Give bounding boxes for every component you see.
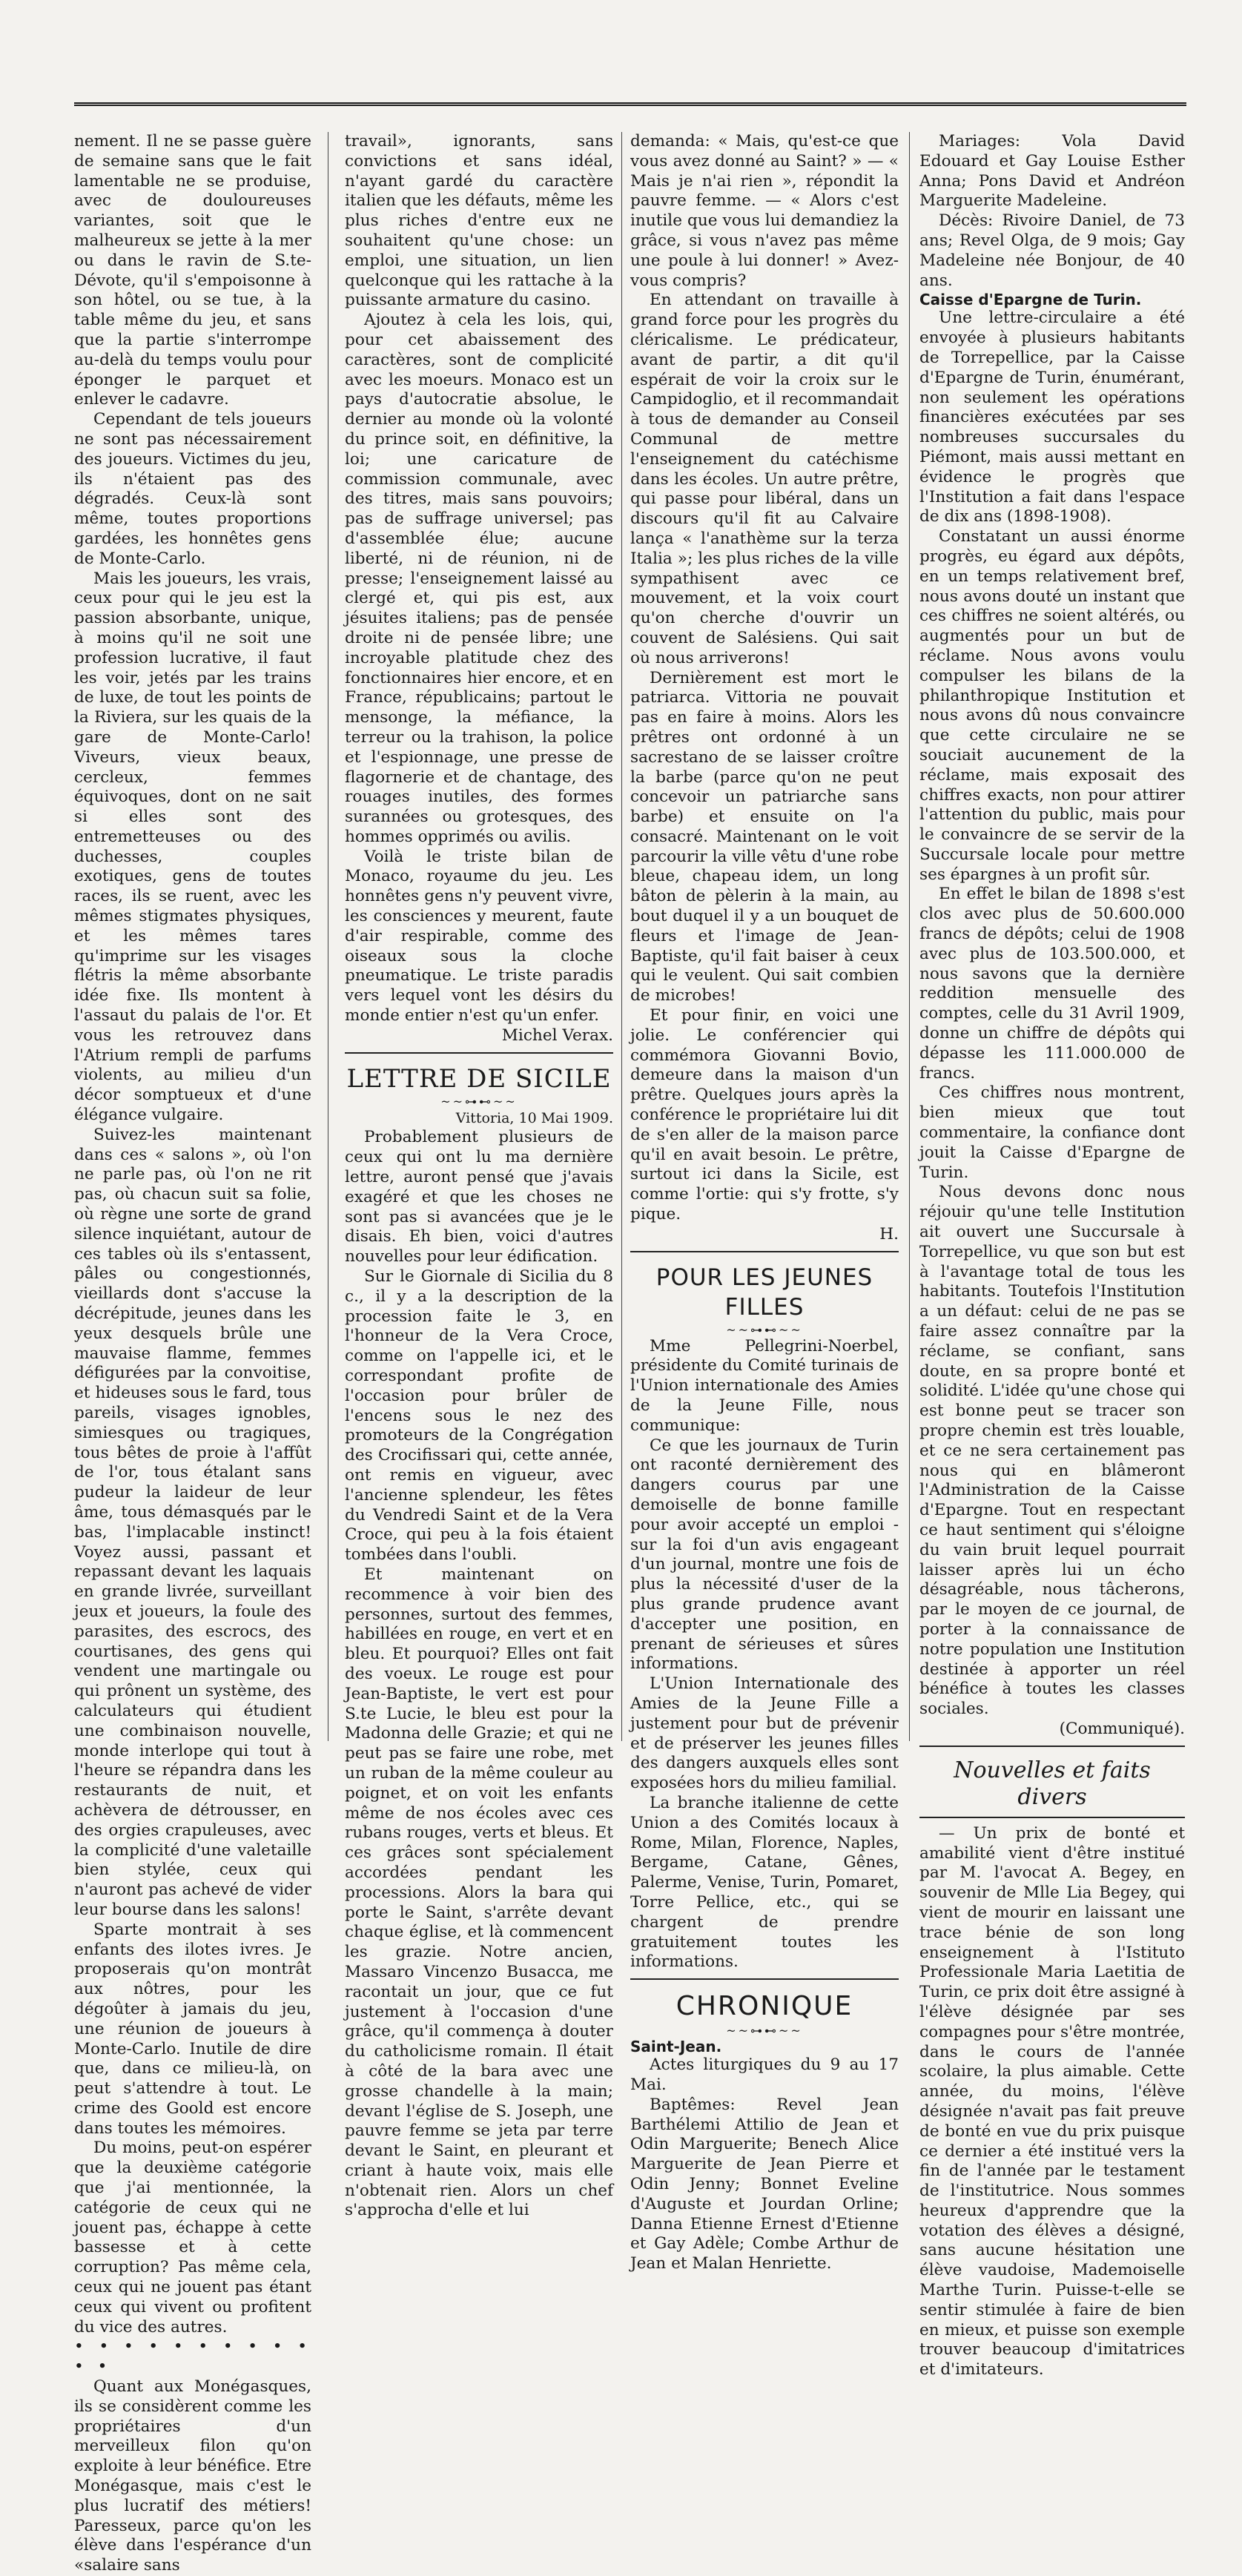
column-4 xyxy=(919,132,1185,2380)
column-divider xyxy=(621,132,622,1741)
column-2 xyxy=(345,132,613,2221)
paragraph: En effet le bilan de 1898 s'est clos avec plus de 50.600.000 francs de dépôts; celui de 1908 avec plus de 103.500.000, et nous savons que la dernière reddition mensuelle des comptes, celle du 31 Avril 1909, donne un chiffre de dépôts qui dépasse les 111.000.000 de francs. xyxy=(919,885,1185,1083)
section-heading: Nouvelles et faits divers xyxy=(954,1757,1151,1810)
column-3 xyxy=(630,132,899,2274)
paragraph: Actes liturgiques du 9 au 17 Mai. xyxy=(630,2055,899,2094)
section-rule xyxy=(345,1052,613,1054)
paragraph: Quant aux Monégasques, ils se considèrent comme les propriétaires d'un merveilleux filon qu'on exploite à leur bénéfice. Etre Monégasque, mais c'est le plus lucratif des métiers! Paresseux, parce qu'on les élève dans l'espérance d'un «salaire sans xyxy=(74,2377,311,2575)
section-rule xyxy=(630,1251,899,1252)
paragraph: Probablement plusieurs de ceux qui ont lu ma dernière lettre, auront pensé que j'avais exagéré et que les choses ne sont pas si avancées que je le disais. Eh bien, voici d'autres nouvelles pour leur édification. xyxy=(345,1128,613,1266)
paragraph: Ces chiffres nous montrent, bien mieux que tout commentaire, la confiance dont jouit la Caisse d'Epargne de Turin. xyxy=(919,1083,1185,1182)
ornament: ~~⊶⊷~~ xyxy=(726,1322,803,1337)
paragraph: L'Union Internationale des Amies de la Jeune Fille a justement pour but de prévenir et de préserver les jeunes filles des dangers auxquels elles sont exposées hors du milieu familial. xyxy=(630,1674,899,1793)
ornament: ~~⊶⊷~~ xyxy=(440,1094,518,1109)
section-rule xyxy=(919,1817,1185,1818)
paragraph: Cependant de tels joueurs ne sont pas nécessairement des joueurs. Victimes du jeu, ils n'étaient pas des dégradés. Ceux-là sont même, toutes proportions gardées, les honnêtes gens de Monte-Carlo. xyxy=(74,410,311,568)
paragraph: Du moins, peut-on espérer que la deuxième catégorie que j'ai mentionnée, la catégorie de ceux qui ne jouent pas, échappe à cette bassesse et à cette corruption? Pas même cela, ceux qui ne jouent pas étant ceux qui vivent ou profitent du vice des autres. xyxy=(74,2139,311,2336)
paragraph: Sur le Giornale di Sicilia du 8 c., il y a la description de la procession faite le 3, en l'honneur de la Vera Croce, comme on l'appelle ici, et le correspondant profite de l'occasion pour brûler de l'encens sous le nez des promoteurs de la Congrégation des Crocifissari qui, cette année, ont remis en vigueur, avec l'ancienne splendeur, les fêtes du Vendredi Saint et de la Vera Croce, qui peu à la fois étaient tombées dans l'oubli. xyxy=(345,1267,613,1565)
paragraph: Voilà le triste bilan de Monaco, royaume du jeu. Les honnêtes gens n'y peuvent vivre, les consciences y meurent, faute d'air respirable, comme des oiseaux sous la cloche pneumatique. Le triste paradis vers lequel vont les désirs du monde entier n'est qu'un enfer. xyxy=(345,847,613,1026)
paragraph: En attendant on travaille à grand force pour les progrès du cléricalisme. Le prédicateur, avant de partir, a dit qu'il espérait de voir la croix sur le Campidoglio, et il recommandait à tous de demander au Conseil Communal de mettre l'enseignement du catéchisme dans les écoles. Un autre prêtre, qui passe pour libéral, dans un discours qu'il fit au Calvaire lança « l'anathème sur la terza Italia »; les plus riches de la ville sympathisent avec ce mouvement, et la voix court qu'on cherche d'ouvrir un couvent de Salésiens. Qui sait où nous arriverons! xyxy=(630,291,899,667)
paragraph: Mariages: Vola David Edouard et Gay Louise Esther Anna; Pons David et Andréon Marguerite Madeleine. xyxy=(919,132,1185,211)
section-heading: LETTRE DE SICILE xyxy=(346,1063,612,1094)
paragraph: Baptêmes: Revel Jean Barthélemi Attilio de Jean et Odin Marguerite; Benech Alice Marguerite de Jean Pierre et Odin Jenny; Bonnet Eveline d'Auguste et Jourdan Orline; Danna Etienne Ernest d'Etienne et Gay Adèle; Combe Arthur de Jean et Malan Henriette. xyxy=(630,2095,899,2273)
paragraph: Une lettre-circulaire a été envoyée à plusieurs habitants de Torrepellice, par la Caisse d'Epargne de Turin, énumérant, non seulement les opérations financières exécutées par ses nombreuses succursales du Piémont, mais aussi mettant en évidence le progrès que l'Institution a fait dans l'espace de dix ans (1898-1908). xyxy=(919,308,1185,526)
paragraph: Dernièrement est mort le patriarca. Vittoria ne pouvait pas en faire à moins. Alors les prêtres ont ordonné à un sacrestano de se laisser croître la barbe (parce qu'on ne peut concevoir un patriarche sans barbe) et ensuite on l'a consacré. Maintenant on le voit parcourir la ville vêtu d'une robe bleue, chapeau idem, un long bâton de pèlerin à la main, au bout duquel il y a un bouquet de fleurs et l'image de Jean-Baptiste, qu'il fait baiser à ceux qui le veulent. Qui sait combien de microbes! xyxy=(630,668,899,1005)
paragraph: Suivez-les maintenant dans ces « salons », où l'on ne parle pas, où l'on ne rit pas, où chacun suit sa folie, où règne une sorte de grand silence inquiétant, autour de ces tables où ils s'entassent, pâles ou congestionnés, vieillards dont s'accuse la décrépitude, jeunes dans les yeux desquels brûle une mauvaise flamme, femmes défigurées par la convoitise, et hideuses sous le fard, tous pareils, visages ignobles, simiesques ou tragiques, tous bêtes de proie à l'affût de l'or, tous étalant sans pudeur la laideur de leur âme, tous démasqués par le bas, l'implacable instinct! Voyez aussi, passant et repassant devant les laquais en grande livrée, surveillant jeux et joueurs, la foule des parasites, des escrocs, des courtisanes, des gens qui vendent une martingale ou qui prônent un système, des calculateurs qui étudient une combinaison nouvelle, monde interlope qui tout à l'heure se répandra dans les restaurants de nuit, et achèvera de détrousser, en des orgies crapuleuses, avec la complicité d'une valetaille bien stylée, ceux qui n'auront pas achevé de vider leur bourse dans les salons! xyxy=(74,1125,311,1919)
paragraph: Ce que les journaux de Turin ont raconté dernièrement des dangers courus par une demoiselle de bonne famille pour avoir accepté un emploi - sur la foi d'un avis engageant d'un journal, montre une fois de plus la nécessité d'user de la plus grande prudence avant d'accepter une position, en prenant de sérieuses et sûres informations. xyxy=(630,1436,899,1674)
section-dots: • • • • • • • • • • • • xyxy=(74,2337,311,2377)
paragraph: nement. Il ne se passe guère de semaine sans que le fait lamentable ne se produise, avec de douloureuses variantes, soit que le malheureux se jette à la mer ou dans le ravin de S.te-Dévote, qu'il s'empoisonne à son hôtel, ou se tue, à la table même du jeu, et sans que la partie s'interrompe au-delà du temps voulu pour éponger le parquet et enlever le cadavre. xyxy=(74,132,311,409)
ornament: ~~⊶⊷~~ xyxy=(726,2024,803,2038)
subheading: Saint-Jean. xyxy=(630,2038,722,2056)
paragraph: Constatant un aussi énorme progrès, eu égard aux dépôts, en un temps relativement bref, nous avons douté un instant que ces chiffres ne soient altérés, ou augmentés pour un but de réclame. Nous avons voulu compulser les bilans de la philanthropique Institution et nous avons dû nous convaincre que cette circulaire ne se souciait aucunement de la réclame, mais exposait des chiffres exacts, non pour attirer l'attention du public, mais pour le convaincre de se servir de la Succursale locale pour mettre ses épargnes à un profit sûr. xyxy=(919,527,1185,884)
section-heading: POUR LES JEUNES FILLES xyxy=(655,1264,873,1321)
section-heading: CHRONIQUE xyxy=(675,1991,853,2022)
paragraph: Sparte montrait à ses enfants des ilotes ivres. Je proposerais qu'on montrât aux nôtres, pour les dégoûter à jamais du jeu, une réunion de joueurs à Monte-Carlo. Inutile de dire que, dans ce milieu-là, on peut s'attendre à tout. Le crime des Goold est encore dans toutes les mémoires. xyxy=(74,1920,311,2138)
author-signature: Michel Verax. xyxy=(501,1026,613,1045)
section-rule xyxy=(919,1746,1185,1747)
paragraph: demanda: « Mais, qu'est-ce que vous avez donné au Saint? » — « Mais je n'ai rien », répondit la pauvre femme. — « Alors c'est inutile que vous lui demandiez la grâce, si vous n'avez pas même une poule à lui donner! » Avez-vous compris? xyxy=(630,132,899,290)
paragraph: La branche italienne de cette Union a des Comités locaux à Rome, Milan, Florence, Naples, Bergame, Catane, Gênes, Palerme, Venise, Turin, Pomaret, Torre Pellice, etc., qui se chargent de prendre gratuitement toutes les informations. xyxy=(630,1793,899,1972)
section-rule xyxy=(630,1978,899,1980)
subheading: Caisse d'Epargne de Turin. xyxy=(919,291,1142,309)
paragraph: Nous devons donc nous réjouir qu'une telle Institution ait ouvert une Succursale à Torrepellice, vu que son but est à l'avantage total de tous les habitants. Toutefois l'Institution a un défaut: celui de ne pas se faire assez connaître par la réclame, se confiant, sans doute, en sa propre bonté et solidité. L'idée qu'une chose qui est bonne peut se tracer son propre chemin est très louable, et ce ne sera certainement pas nous qui en blâmeront l'Administration de la Caisse d'Epargne. Tout en respectant ce haut sentiment qui s'éloigne du vain bruit lequel pourrait laisser après lui un écho désagréable, nous tâcherons, par le moyen de ce journal, de porter à la connaissance de notre population une Institution destinée à apporter un réel bénéfice à toutes les classes sociales. xyxy=(919,1183,1185,1719)
paragraph: travail», ignorants, sans convictions et sans idéal, n'ayant gardé du caractère italien que les défauts, même les plus riches d'entre eux ne souhaitent qu'une chose: un emploi, une situation, un lien quelconque qui les rattache à la puissante armature du casino. xyxy=(345,132,613,310)
author-signature: (Communiqué). xyxy=(1059,1719,1185,1738)
column-1 xyxy=(74,132,311,2576)
header-double-rule xyxy=(74,102,1186,106)
paragraph: Décès: Rivoire Daniel, de 73 ans; Revel Olga, de 9 mois; Gay Madeleine née Bonjour, de 40 ans. xyxy=(919,211,1185,290)
paragraph: Ajoutez à cela les lois, qui, pour cet abaissement des caractères, sont de complicité avec les moeurs. Monaco est un pays d'autocratie absolue, le dernier au monde où la volonté du prince soit, en définitive, la loi; une caricature de commission communale, avec des titres, mais sans pouvoirs; pas de suffrage universel; pas d'assemblée élue; aucune liberté, ni de réunion, ni de presse; l'enseignement laissé au clergé et, qui pis est, aux jésuites italiens; pas de pensée droite ni de pensée libre; une incroyable platitude chez des fonctionnaires hier encore, et en France, républicains; partout le mensonge, la méfiance, la terreur ou la trahison, la police et l'espionnage, une presse de flagornerie et de chantage, des rouages inutiles, des formes surannées ou grotesques, des hommes opprimés ou avilis. xyxy=(345,311,613,846)
paragraph: Et maintenant on recommence à voir bien des personnes, surtout des femmes, habillées en rouge, en vert et en bleu. Et pourquoi? Elles ont fait des voeux. Le rouge est pour Jean-Baptiste, le vert est pour S.te Lucie, le bleu est pour la Madonna delle Grazie; et qui ne peut pas se faire une robe, met un ruban de la même couleur au poignet, et on voit les enfants même de nos écoles avec ces rubans rouges, verts et bleus. Et ces grâces sont spécialement accordées pendant les processions. Alors la bara qui porte le Saint, s'arrête devant chaque église, et là commencent les grazie. Notre ancien, Massaro Vincenzo Busacca, me racontait un jour, que ce fut justement à l'occasion d'une grâce, qu'il commença à douter du catholicisme romain. Il était à côté de la bara avec une grosse chandelle à la main; devant l'église de S. Joseph, une pauvre femme se jeta par terre devant le Saint, en pleurant et criant à haute voix, mais elle n'obtenait rien. Alors un chef s'approcha d'elle et lui xyxy=(345,1565,613,2220)
paragraph: Mme Pellegrini-Noerbel, présidente du Comité turinais de l'Union internationale des Amies de la Jeune Fille, nous communique: xyxy=(630,1336,899,1435)
dateline: Vittoria, 10 Mai 1909. xyxy=(455,1109,613,1126)
paragraph: Et pour finir, en voici une jolie. Le conférencier qui commémora Giovanni Bovio, demeure dans la maison d'un prêtre. Quelques jours après la conférence le propriétaire lui dit de s'en aller de la maison parce qu'il en avait besoin. Le prêtre, surtout ici dans la Sicile, est comme l'ortie: qui s'y frotte, s'y pique. xyxy=(630,1006,899,1224)
column-divider xyxy=(909,132,910,1741)
paragraph: Mais les joueurs, les vrais, ceux pour qui le jeu est la passion absorbante, unique, à moins qu'il ne soit une profession lucrative, il faut les voir, jetés par les trains de luxe, de tout les points de la Riviera, sur les quais de la gare de Monte-Carlo! Viveurs, vieux beaux, cercleux, femmes équivoques, dont on ne sait si elles sont des entremetteuses ou des duchesses, couples exotiques, gens de toutes races, ils se ruent, avec les mêmes stigmates physiques, et les mêmes tares qu'imprime sur les visages flétris la même absorbante idée fixe. Ils montent à l'assaut du palais de l'or. Et vous les retrouvez dans l'Atrium rempli de parfums violents, au milieu d'un décor somptueux et d'une élégance vulgaire. xyxy=(74,569,311,1125)
paragraph: — Un prix de bonté et amabilité vient d'être institué par M. l'avocat A. Begey, en souvenir de Mlle Lia Begey, qui vient de mourir en laissant une trace bénie de son long enseignement à l'Istituto Professionale Maria Laetitia de Turin, ce prix doit être assigné à l'élève désignée par ses compagnes pour s'être montrée, dans le cours de l'année scolaire, la plus aimable. Cette année, du moins, l'élève désignée n'avait pas fait preuve de bonté en vue du prix puisque ce dernier a été institué vers la fin de l'année par le testament de l'institutrice. Nous sommes heureux d'apprendre que la votation des élèves a désigné, sans aucune hésitation une élève vaudoise, Mademoiselle Marthe Turin. Puisse-t-elle se sentir stimulée à faire de bien en mieux, et puisse son exemple trouver beaucoup d'imitatrices et d'imitateurs. xyxy=(919,1823,1185,2380)
author-signature: H. xyxy=(879,1224,899,1244)
